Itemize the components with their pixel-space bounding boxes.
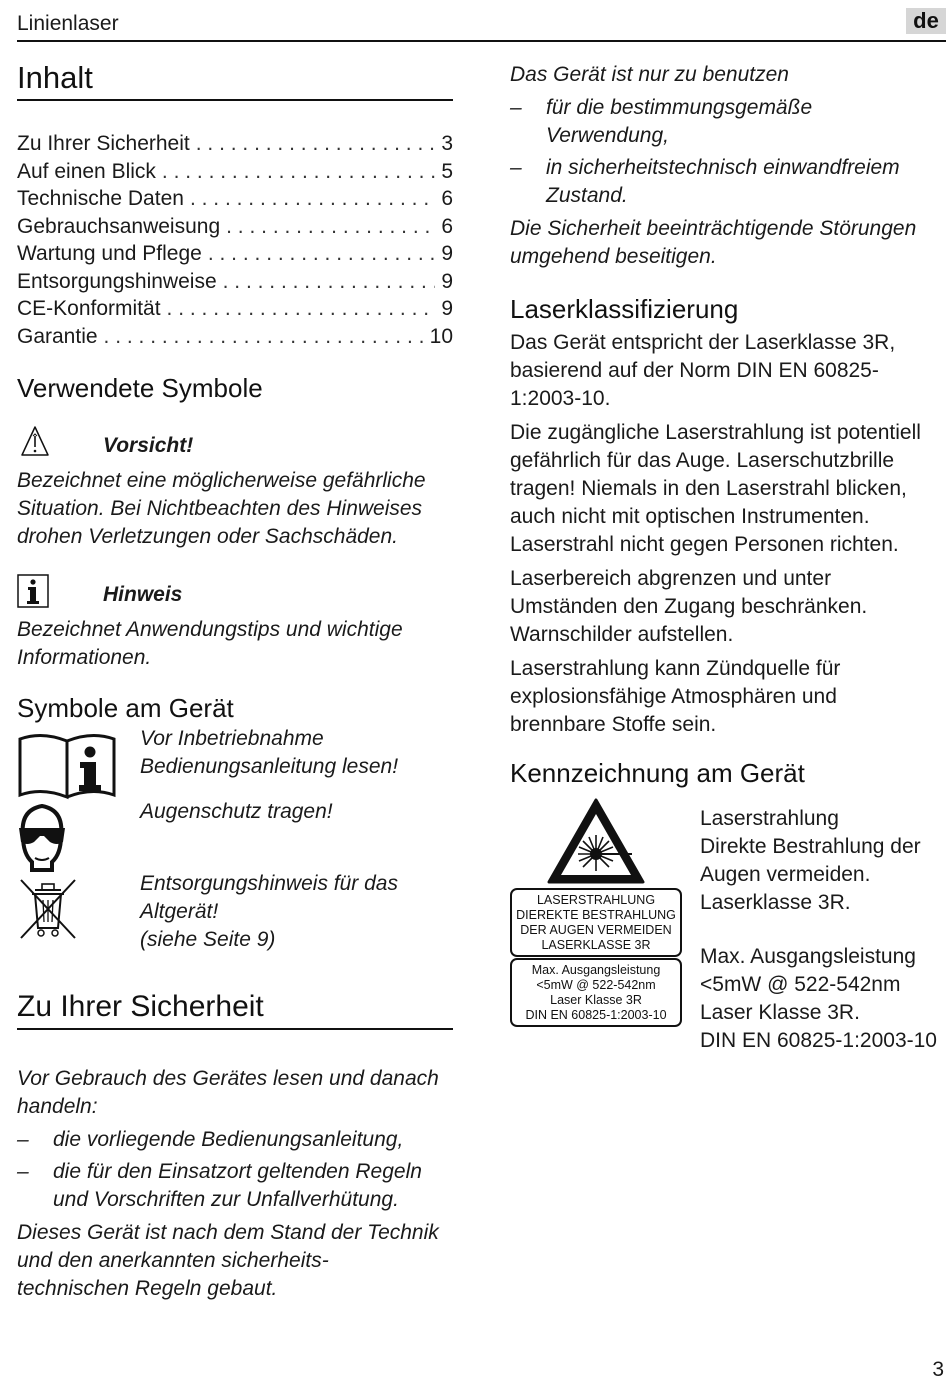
bullet-dash: – (510, 156, 522, 179)
paragraph-line: brennbare Stoffe sein. (510, 713, 717, 736)
bullet-text: Zustand. (546, 184, 628, 207)
label-line: <5mW @ 522-542nm (536, 978, 656, 992)
toc-label: Garantie (17, 324, 98, 348)
usage-line: umgehend beseitigen. (510, 245, 717, 268)
list-item (17, 1126, 457, 1154)
safety-goggles-icon (17, 802, 67, 879)
crossed-bin-icon (17, 876, 79, 947)
bullet-text: in sicherheitstechnisch einwandfreiem (546, 156, 900, 179)
label-line: Max. Ausgangsleistung (531, 963, 661, 977)
paragraph-line: 1:2003-10. (510, 387, 611, 410)
toc-label: Technische Daten (17, 187, 184, 210)
paragraph-line: Das Gerät entspricht der Laserklasse 3R, (510, 331, 896, 354)
description-line: Max. Ausgangsleistung (700, 945, 916, 968)
toc-page: 6 (441, 214, 453, 238)
toc-leader (226, 213, 435, 241)
bullet-text: die vorliegende Bedienungsanleitung, (53, 1128, 404, 1151)
toc-label: Auf einen Blick (17, 159, 156, 183)
running-header-title: Linienlaser (17, 12, 119, 35)
safety-rule (17, 1028, 453, 1030)
description-line: <5mW @ 522-542nm (700, 973, 901, 996)
bullet-text: Verwendung, (546, 124, 669, 147)
bullet-dash: – (17, 1160, 29, 1183)
safety-title: Zu Ihrer Sicherheit (17, 990, 264, 1023)
contents-rule (17, 99, 453, 101)
paragraph-line: Laserbereich abgrenzen und unter (510, 567, 832, 590)
warning-triangle-icon (20, 425, 50, 462)
safety-line: Vor Gebrauch des Gerätes lesen und danach (17, 1067, 439, 1090)
caution-line: Situation. Bei Nichtbeachten des Hinweises (17, 497, 423, 520)
symbols-title: Verwendete Symbole (17, 373, 263, 403)
toc-leader (223, 268, 436, 296)
manual-line: Vor Inbetriebnahme (140, 727, 324, 750)
toc-row[interactable] (17, 323, 453, 351)
laser-warning-label (510, 888, 682, 957)
safety-line: Dieses Gerät ist nach dem Stand der Technik (17, 1221, 439, 1244)
note-text (17, 616, 403, 672)
paragraph-line: Umständen den Zugang beschränken. (510, 595, 868, 618)
manual-book-icon (17, 733, 117, 806)
disposal-line: Altgerät! (140, 900, 219, 923)
marking-description-1 (700, 805, 921, 917)
toc-label: Wartung und Pflege (17, 242, 202, 265)
table-of-contents (17, 130, 453, 350)
toc-label: Gebrauchsanweisung (17, 214, 221, 238)
goggles-text: Augenschutz tragen! (140, 800, 333, 823)
label-line: LASERSTRAHLUNG (536, 893, 656, 907)
header-rule (17, 40, 946, 42)
toc-label: CE-Konformität (17, 297, 161, 320)
device-symbols-title: Symbole am Gerät (17, 693, 234, 723)
paragraph-line: tragen! Niemals in den Laserstrahl blicken, (510, 477, 907, 500)
note-label: Hinweis (103, 583, 183, 606)
paragraph-line: Laserstrahlung kann Zündquelle für (510, 657, 841, 680)
toc-page: 9 (441, 242, 453, 265)
paragraph-line: Laserstrahl nicht gegen Personen richten. (510, 533, 899, 556)
toc-leader (162, 158, 435, 186)
description-line: DIN EN 60825-1:2003-10 (700, 1029, 937, 1052)
marking-title: Kennzeichnung am Gerät (510, 758, 805, 788)
paragraph-line: explosionsfähige Atmosphären und (510, 685, 837, 708)
toc-row[interactable] (17, 268, 453, 296)
caution-text (17, 467, 426, 551)
bullet-dash: – (17, 1128, 29, 1151)
safety-body (17, 1065, 457, 1303)
toc-row[interactable] (17, 295, 453, 323)
toc-page: 3 (441, 132, 453, 155)
laser-class-body (510, 329, 946, 739)
description-line: Augen vermeiden. (700, 863, 871, 886)
disposal-line: Entsorgungshinweis für das (140, 872, 398, 895)
list-item (510, 94, 940, 150)
bullet-text: die für den Einsatzort geltenden Regeln (53, 1160, 422, 1183)
description-line: Direkte Bestrahlung der (700, 835, 921, 858)
toc-row[interactable] (17, 130, 453, 158)
label-line: Laser Klasse 3R (550, 993, 642, 1007)
laser-spec-label (510, 958, 682, 1027)
paragraph-line: auch nicht mit optischen Instrumenten. (510, 505, 870, 528)
paragraph-line: Warnschilder aufstellen. (510, 623, 734, 646)
note-line: Informationen. (17, 646, 152, 669)
toc-row[interactable] (17, 185, 453, 213)
toc-page: 5 (441, 159, 453, 183)
toc-page: 9 (441, 297, 453, 320)
usage-block (510, 61, 940, 271)
disposal-text (140, 870, 398, 954)
label-line: DER AUGEN VERMEIDEN (520, 923, 672, 937)
toc-row[interactable] (17, 213, 453, 241)
safety-line: handeln: (17, 1095, 98, 1118)
marking-description-2 (700, 943, 937, 1055)
paragraph-line: gefährlich für das Auge. Laserschutzbrille (510, 449, 895, 472)
label-line: DIEREKTE BESTRAHLUNG (516, 908, 676, 922)
manual-line: Bedienungsanleitung lesen! (140, 755, 399, 778)
safety-line: und den anerkannten sicherheits- (17, 1249, 329, 1272)
description-line: Laserstrahlung (700, 807, 839, 830)
toc-page: 6 (441, 187, 453, 210)
toc-leader (104, 323, 424, 351)
bullet-dash: – (510, 96, 522, 119)
toc-leader (208, 240, 435, 268)
caution-label: Vorsicht! (103, 434, 194, 457)
toc-page: 9 (441, 269, 453, 293)
note-line: Bezeichnet Anwendungstips und wichtige (17, 618, 403, 641)
list-item (510, 154, 940, 210)
safety-line: technischen Regeln gebaut. (17, 1277, 278, 1300)
language-badge: de (906, 8, 946, 34)
toc-leader (167, 295, 436, 323)
info-icon (17, 574, 49, 613)
usage-line: Die Sicherheit beeinträchtigende Störungen (510, 217, 917, 240)
list-item (17, 1158, 457, 1214)
toc-leader (196, 130, 436, 158)
toc-row[interactable] (17, 158, 453, 186)
contents-title: Inhalt (17, 60, 93, 95)
toc-label: Zu Ihrer Sicherheit (17, 132, 190, 155)
description-line: Laser Klasse 3R. (700, 1001, 860, 1024)
label-line: DIN EN 60825-1:2003-10 (525, 1008, 667, 1022)
paragraph-line: basierend auf der Norm DIN EN 60825- (510, 359, 879, 382)
toc-leader (190, 185, 435, 213)
caution-line: drohen Verletzungen oder Sachschäden. (17, 525, 398, 548)
toc-row[interactable] (17, 240, 453, 268)
bullet-text: für die bestimmungsgemäße (546, 96, 813, 119)
description-line: Laserklasse 3R. (700, 891, 851, 914)
manual-text (140, 725, 398, 781)
toc-page: 10 (429, 324, 453, 348)
toc-label: Entsorgungshinweise (17, 269, 217, 293)
label-line: LASERKLASSE 3R (541, 938, 651, 952)
page-number: 3 (932, 1358, 944, 1381)
caution-line: Bezeichnet eine möglicherweise gefährliche (17, 469, 426, 492)
laser-class-title: Laserklassifizierung (510, 294, 739, 324)
disposal-line: (siehe Seite 9) (140, 928, 276, 951)
bullet-text: und Vorschriften zur Unfallverhütung. (53, 1188, 399, 1211)
usage-intro: Das Gerät ist nur zu benutzen (510, 63, 789, 86)
paragraph-line: Die zugängliche Laserstrahlung ist potentiell (510, 421, 921, 444)
laser-warning-icon (546, 797, 646, 890)
